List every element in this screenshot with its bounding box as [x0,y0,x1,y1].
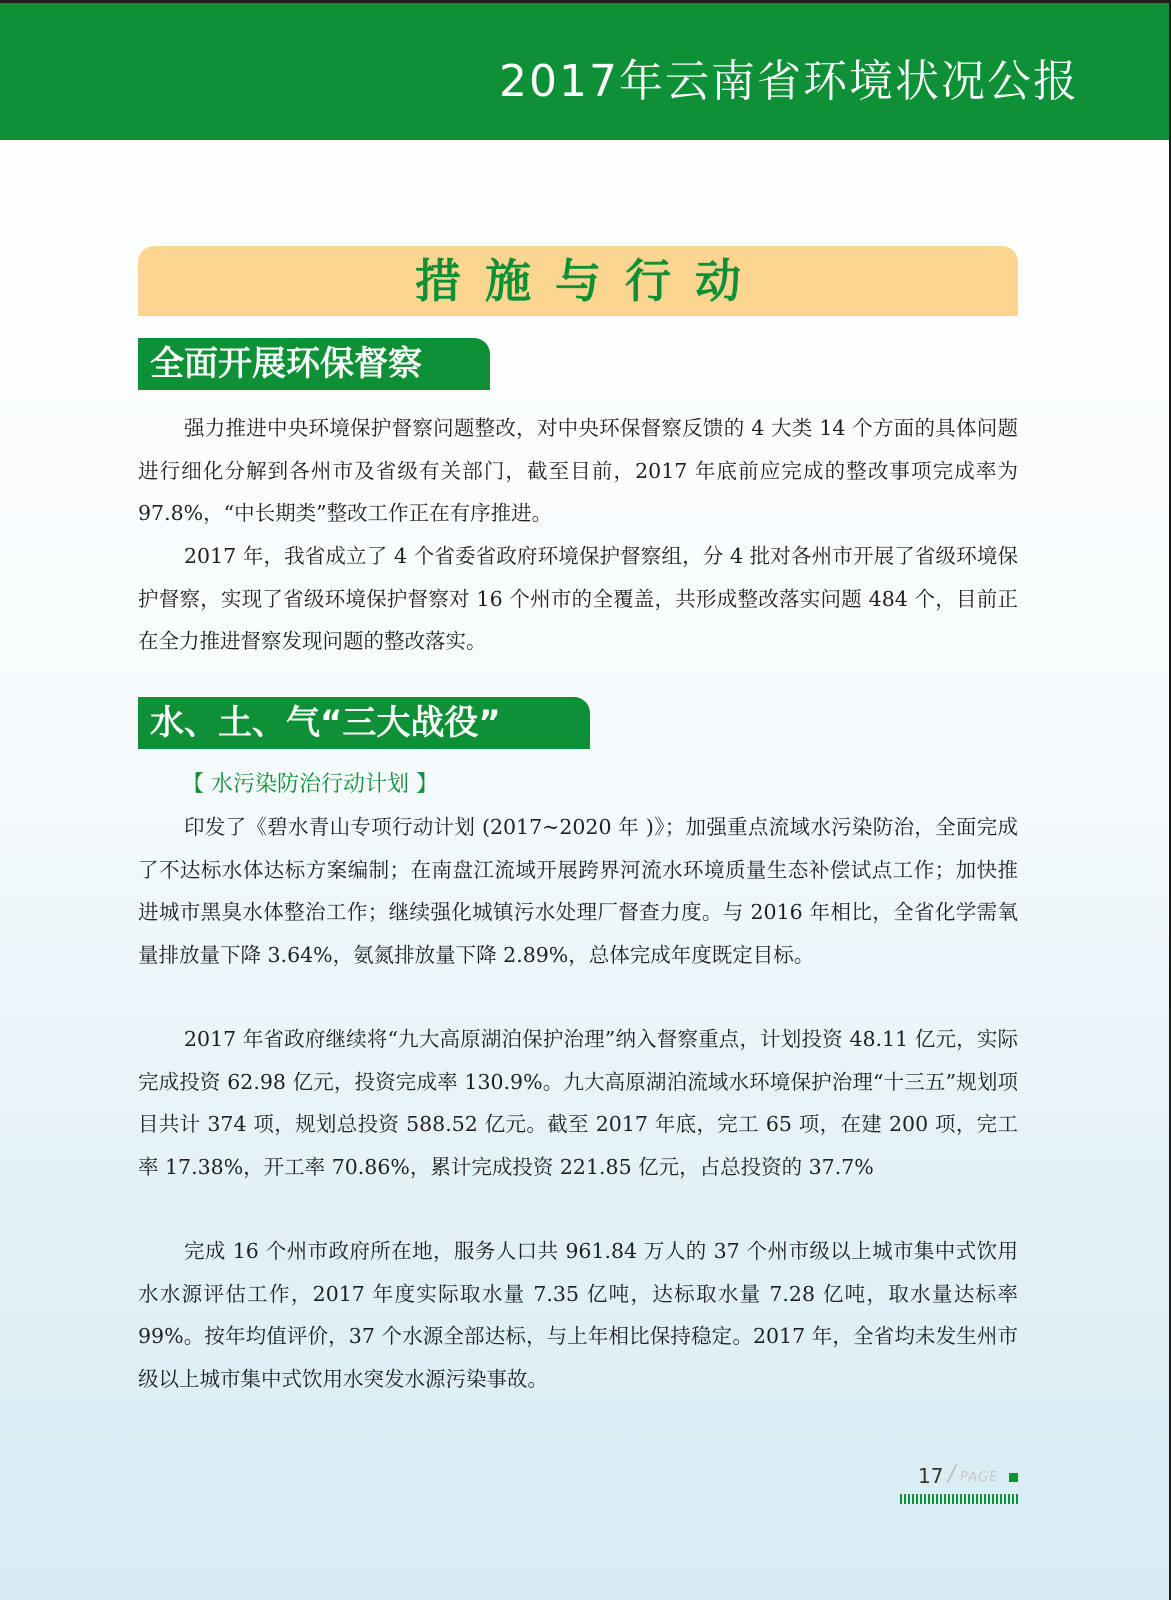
paragraph: 强力推进中央环境保护督察问题整改，对中央环保督察反馈的 4 大类 14 个方面的具体问题进行细化分解到各州市及省级有关部门，截至目前，2017 年底前应完成的整改事项完成率为 97.8%，“中长期类”整改工作正在有序推进。 [138,416,1018,525]
page-barcode-decoration [900,1494,1020,1504]
header-bar [0,0,1171,140]
paragraph: 印发了《碧水青山专项行动计划 (2017~2020 年 )》；加强重点流域水污染防治，全面完成了不达标水体达标方案编制；在南盘江流域开展跨界河流水环境质量生态补偿试点工作；加快推进城市黑臭水体整治工作；继续强化城镇污水处理厂督查力度。与 2016 年相比，全省化学需氧量排放量下降 3.64%，氨氮排放量下降 2.89%，总体完成年度既定目标。 [138,815,1018,967]
section-title: 措施与行动 [415,254,765,308]
page-label: PAGE [960,1470,999,1485]
paragraph: 2017 年，我省成立了 4 个省委省政府环境保护督察组，分 4 批对各州市开展了省级环境保护督察，实现了省级环境保护督察对 16 个州市的全覆盖，共形成整改落实问题 484 个，目前正在全力推进督察发现问题的整改落实。 [138,544,1018,653]
section-banner [138,246,1018,316]
subsection-heading-three-battles: 水、土、气“三大战役” [138,697,590,749]
paragraph: 2017 年省政府继续将“九大高原湖泊保护治理”纳入督察重点，计划投资 48.11 亿元，实际完成投资 62.98 亿元，投资完成率 130.9%。九大高原湖泊流域水环境保护治理“十三五”规划项目共计 374 项，规划总投资 588.52 亿元。截至 2017 年底，完工 65 项，在建 200 项，完工率 17.38%，开工率 70.86%，累计完成投资 221.85 亿元，占总投资的 37.7% [138,1027,1018,1179]
paragraph: 完成 16 个州市政府所在地，服务人口共 961.84 万人的 37 个州市级以上城市集中式饮用水水源评估工作，2017 年度实际取水量 7.35 亿吨，达标取水量 7.28 亿吨，取水量达标率 99%。按年均值评价，37 个水源全部达标，与上年相比保持稳定。2017 年，全省均未发生州市级以上城市集中式饮用水突发水源污染事故。 [138,1239,1018,1391]
page-square-icon [1009,1473,1018,1482]
page-number: 17 [918,1464,944,1488]
page-slash-decoration: / [948,1462,956,1487]
subsection-heading-inspection: 全面开展环保督察 [138,338,490,390]
header-top-line [0,0,1171,3]
sub-subheading-water-plan: 【 水污染防治行动计划 】 [182,772,438,797]
report-title: 2017年云南省环境状况公报 [499,56,1079,107]
